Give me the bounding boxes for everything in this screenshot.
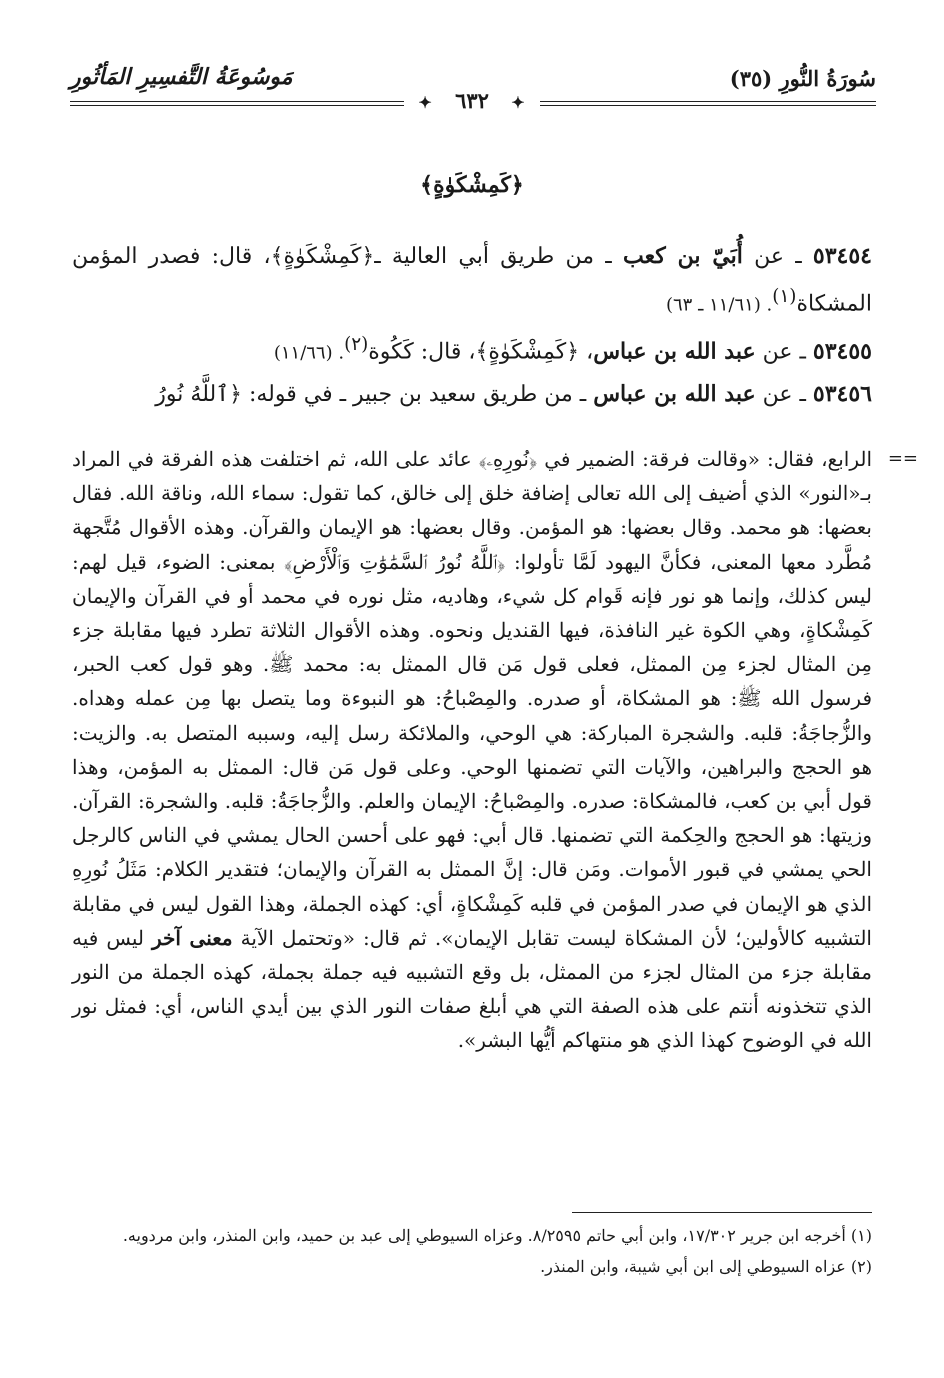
book-title: مَوسُوعَةُ التَّفسِيرِ المَأثُورِ — [70, 64, 293, 90]
narration-text: ـ من طريق سعيد بن جبير ـ في قوله: ﴿ٱللَّهُ نُورُ — [155, 381, 594, 407]
narration-text: ـ من طريق أبي العالية ـ﴿كَمِشْكَوٰةٍ﴾، قال: فصدر المؤمن المشكاة — [72, 244, 872, 317]
narration-text: ، ﴿كَمِشْكَوٰةٍ﴾، قال: كَكُوة — [368, 339, 594, 365]
footnotes — [72, 1220, 872, 1282]
narration-number: ٥٣٤٥٥ — [812, 338, 872, 365]
narration-separator: ـ عن — [742, 244, 813, 269]
page-number-label — [404, 88, 539, 113]
narration-item — [72, 374, 872, 415]
footnote-marker[interactable]: (١) — [772, 286, 797, 307]
narration-reference: . (١١/٦١ ـ ٦٣) — [665, 294, 773, 316]
footnote-item: (١) أخرجه ابن جرير ١٧/٣٠٢، وابن أبي حاتم ٨/٢٥٩٥. وعزاه السيوطي إلى عبد بن حميد، وابن المنذر، وابن مردويه. — [122, 1226, 872, 1245]
narration-separator: ـ عن — [755, 339, 813, 365]
narration-item — [72, 325, 872, 373]
commentary-text-part2: ليس فيه مقابلة جزء من المثال لجزء من الممثل، بل وقع التشبيه فيه جملة بجملة، كهذه الجملة من النور الذي تتخذونه أنتم على هذه الصفة التي هي أبلغ صفات النور الذي بين أيدي الناس، أي: فمثل نور الله في الوضوح كهذا الذي هو منتهاكم أيُّها البشر». — [72, 925, 872, 1053]
narration-number: ٥٣٤٥٤ — [812, 243, 872, 269]
page-number-block — [0, 88, 944, 113]
footnote-marker[interactable]: (٢) — [344, 334, 369, 356]
narrator-name: عبد الله بن عباس — [593, 380, 756, 407]
commentary-text-part1: الرابع، فقال: «وقالت فرقة: الضمير في ﴿نُورِهِۦ﴾ عائد على الله، ثم اختلفت هذه الفرقة في المراد بـ«النور» الذي أضيف إلى الله تعالى إضافة خلق إلى خالق، كما تقول: سماء الله، وناقة الله. فقال بعضها: هو محمد. وقال بعضها: هو المؤمن. وقال بعضها: هو الإيمان والقرآن. وهذه الأقوال مُتَّجهة مُطَّرد معها المعنى، فكأنَّ اليهود لَمَّا تأولوا: ﴿ٱللَّهُ نُورُ ٱلسَّمَٰوَٰتِ وَٱلْأَرْضِ﴾ بمعنى: الضوء، قيل لهم: ليس كذلك، وإنما هو نور فإنه قَوام كل شيء، وهاديه، مثل نوره في محمد أو في القرآن والإيمان كَمِشْكاةٍ، وهي الكوة غير النافذة، فيها القنديل ونحوه. وهذه الأقوال الثلاثة تطرد فيها مقابلة جزء مِن المثال لجزء مِن الممثل، فعلى قول مَن قال الممثل به: محمد ﷺ. وهو قول كعب الحبر، فرسول الله ﷺ: هو المشكاة، أو صدره. والمِصْباحُ: هو النبوءة وما يتصل بها مِن عمله وهداه. والزُّجاجَةُ: قلبه. والشجرة المباركة: هي الوحي، والملائكة رسل إليه، وسببه المتصل به. والزيت: هو الحجج والبراهين، والآيات التي تضمنها الوحي. وعلى قول مَن قال: الممثل به المؤمن، وهذا قول أبي بن كعب، فالمشكاة: صدره. والمِصْباحُ: الإيمان والعلم. والزُّجاجَةُ: قلبه. والشجرة: القرآن. وزيتها: هو الحجج والحِكمة التي تضمنها. قال أبي: فهو على أحسن الحال يمشي في الناس كالرجل الحي يمشي في قبور الأموات. ومَن قال: إنَّ الممثل به القرآن والإيمان؛ فتقدير الكلام: مَثَلُ نُورِهِ الذي هو الإيمان في صدر المؤمن في قلبه كَمِشْكاةٍ، أي: كهذه الجملة، وهذا القول ليس في مقابلة التشبيه كالأولين؛ لأن المشكاة ليست تقابل الإيمان». ثم قال: «وتحتمل الآية — [72, 447, 872, 950]
footnote-divider — [572, 1212, 872, 1213]
footnote-item: (٢) عزاه السيوطي إلى ابن أبي شيبة، وابن المنذر. — [540, 1257, 872, 1276]
verse-heading: ﴿كَمِشْكَوٰةٍ﴾ — [420, 172, 524, 198]
ornament-left-icon: ✦ — [414, 93, 436, 112]
narrator-name: أُبَيّ بن كعب — [622, 243, 743, 269]
surah-title: سُورَةُ النُّورِ (٣٥) — [729, 66, 876, 91]
narration-number: ٥٣٤٥٦ — [812, 380, 872, 407]
narration-separator: ـ عن — [755, 381, 813, 407]
narration-reference: . (١١/٦٦) — [273, 342, 345, 364]
continuation-marker: == — [887, 448, 918, 469]
narrations — [72, 236, 872, 415]
commentary-emphasis: معنى آخر — [151, 925, 233, 950]
commentary-block — [72, 442, 918, 1058]
ornament-right-icon: ✦ — [507, 93, 529, 112]
page-number: ٦٣٢ — [445, 88, 499, 113]
narrator-name: عبد الله بن عباس — [593, 338, 756, 365]
narration-item — [72, 236, 872, 325]
